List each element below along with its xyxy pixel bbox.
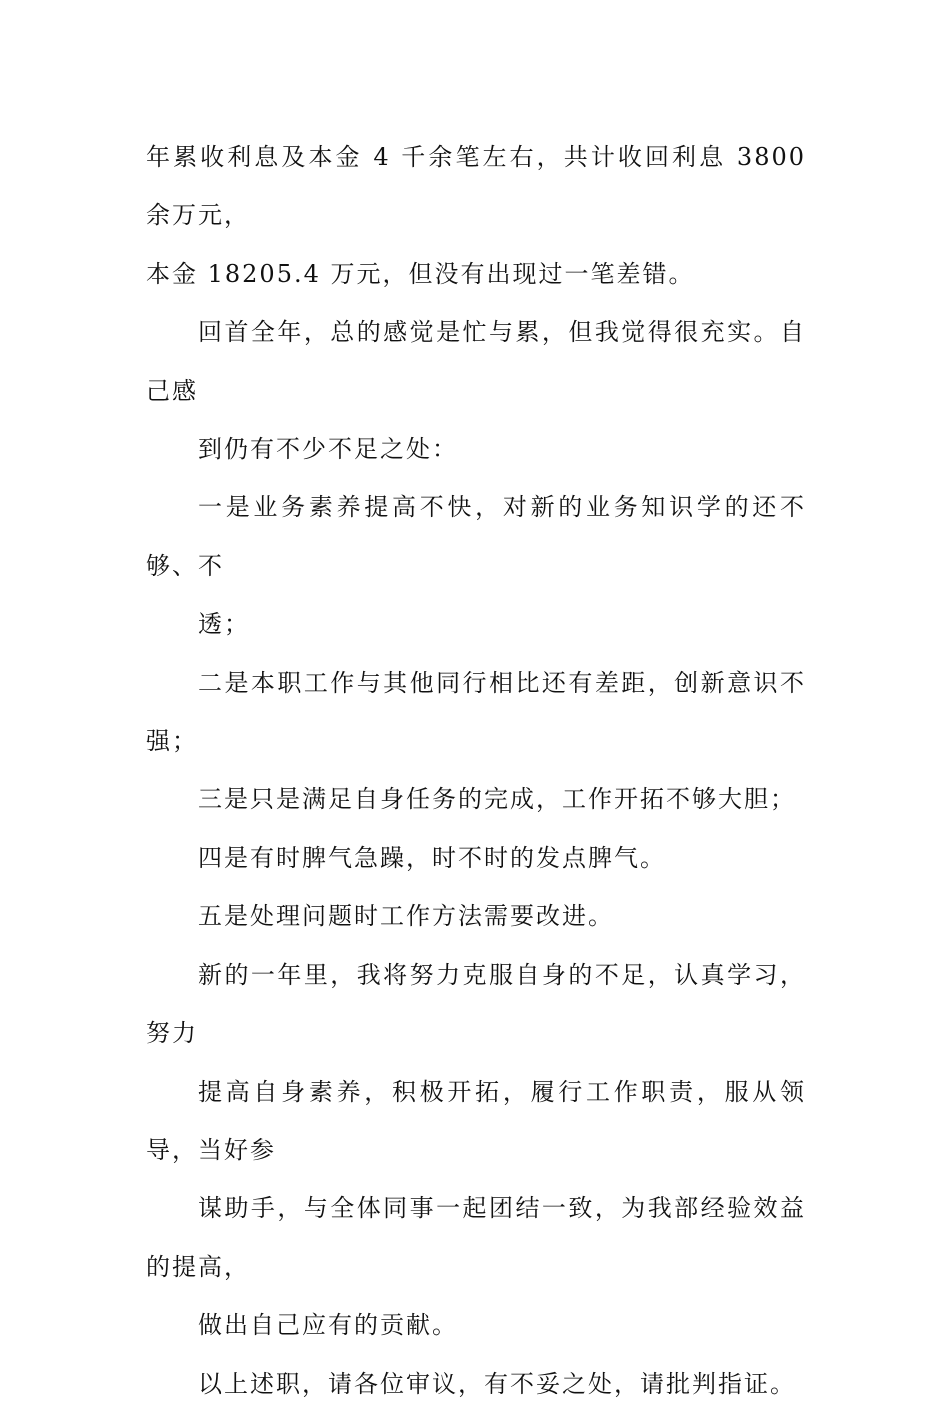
paragraph-line: 二是本职工作与其他同行相比还有差距，创新意识不强； [146, 668, 806, 756]
paragraph-interest-summary [146, 128, 806, 303]
paragraph-line: 四是有时脾气急躁，时不时的发点脾气。 [198, 843, 666, 872]
paragraph-shortcoming-1 [146, 478, 806, 653]
paragraph-line: 做出自己应有的贡献。 [198, 1311, 458, 1340]
paragraph-shortcoming-2 [146, 654, 806, 771]
paragraph-line: 三是只是满足自身任务的完成，工作开拓不够大胆； [198, 785, 796, 814]
paragraph-line: 新的一年里，我将努力克服自身的不足，认真学习，努力 [146, 960, 806, 1048]
paragraph-line: 提高自身素养，积极开拓，履行工作职责，服从领导，当好参 [146, 1077, 806, 1164]
paragraph-line: 回首全年，总的感觉是忙与累，但我觉得很充实。自己感 [146, 318, 806, 405]
paragraph-year-review [146, 303, 806, 478]
paragraph-shortcoming-3 [146, 770, 806, 828]
paragraph-new-year-plan [146, 946, 806, 1355]
paragraph-line: 五是处理问题时工作方法需要改进。 [198, 902, 614, 931]
paragraph-line: 透； [198, 610, 250, 639]
paragraph-shortcoming-4 [146, 829, 806, 887]
paragraph-line: 年累收利息及本金 4 千余笔左右，共计收回利息 3800 余万元， [146, 143, 806, 230]
paragraph-line: 一是业务素养提高不快，对新的业务知识学的还不够、不 [146, 493, 806, 580]
paragraph-line: 以上述职，请各位审议，有不妥之处，请批判指证。 [198, 1369, 796, 1398]
paragraph-line: 到仍有不少不足之处： [198, 435, 458, 464]
paragraph-shortcoming-5 [146, 887, 806, 945]
paragraph-line: 谋助手，与全体同事一起团结一致，为我部经验效益的提高， [146, 1194, 806, 1281]
document-body [146, 128, 806, 1413]
paragraph-line: 本金 18205.4 万元，但没有出现过一笔差错。 [146, 259, 695, 288]
paragraph-closing [146, 1355, 806, 1413]
